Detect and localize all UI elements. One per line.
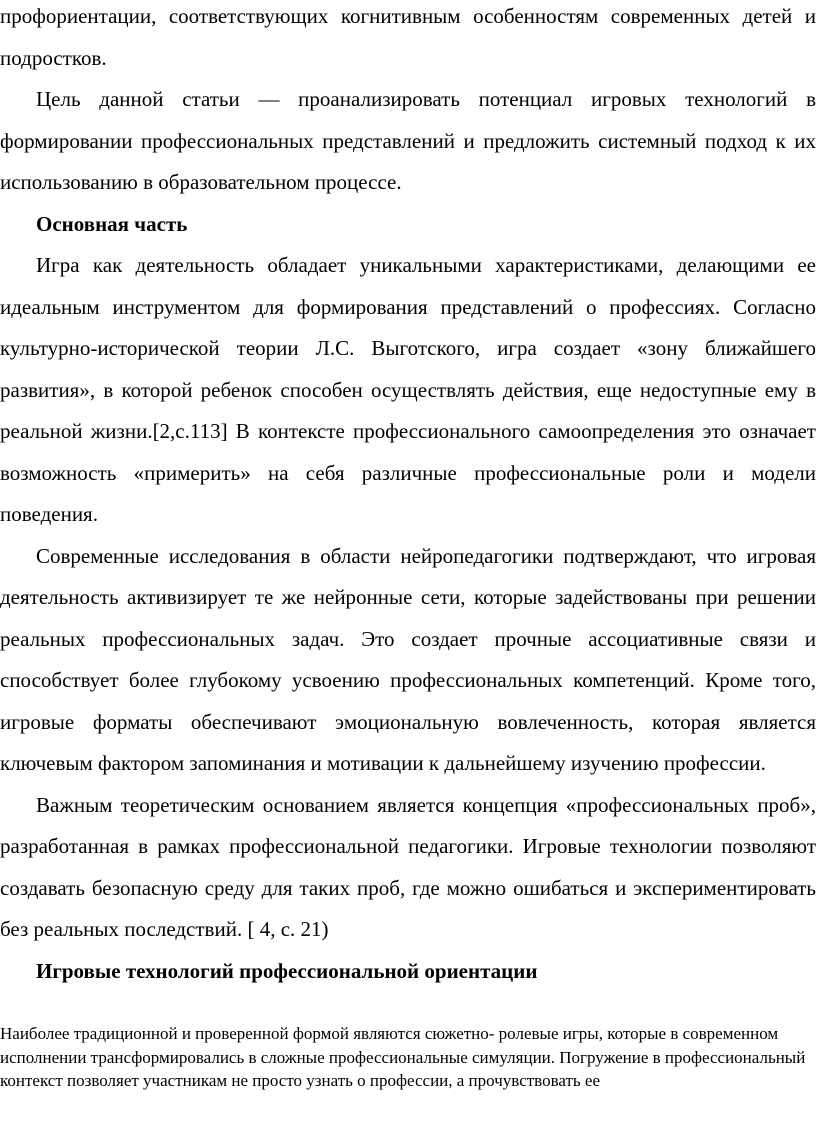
paragraph-professional-trials: Важным теоретическим основанием является концепция «профессиональных проб», разработанная в рамках профессиональной педагогики. Игровые технологии позволяют создавать безопасную среду для таких проб, где можно ошибаться и экспериментировать без реальных последствий. [ 4, с. 21) bbox=[0, 792, 816, 941]
section-heading-game-technologies: Игровые технологий профессиональной ориентации bbox=[36, 958, 538, 983]
section-heading-main: Основная часть bbox=[36, 211, 188, 236]
paragraph-game-activity: Игра как деятельность обладает уникальными характеристиками, делающими ее идеальным инструментом для формирования представлений о профессиях. Согласно культурно-исторической теории Л.С. Выготского, игра создает «зону ближайшего развития», в которой ребенок способен осуществлять действия, еще недоступные ему в реальной жизни.[2,с.113] В контексте профессионального самоопределения это означает возможность «примерить» на себя различные профессиональные роли и модели поведения. bbox=[0, 253, 816, 526]
paragraph-neuropedagogy: Современные исследования в области нейропедагогики подтверждают, что игровая деятельность активизирует те же нейронные сети, которые задействованы при решении реальных профессиональных задач. Это создает прочные ассоциативные связи и способствует более глубокому усвоению профессиональных компетенций. Кроме того, игровые форматы обеспечивают эмоциональную вовлеченность, которая является ключевым фактором запоминания и мотивации к дальнейшему изучению профессии. bbox=[0, 543, 816, 775]
paragraph-continuation: профориентации, соответствующих когнитивным особенностям современных детей и подростков. bbox=[0, 4, 816, 70]
paragraph-goal: Цель данной статьи — проанализировать потенциал игровых технологий в формировании профессиональных представлений и предложить системный подход к их использованию в образовательном процессе. bbox=[0, 87, 816, 194]
paragraph-role-games: Наиболее традиционной и проверенной формой являются сюжетно- ролевые игры, которые в современном исполнении трансформировались в сложные профессиональные симуляции. Погружение в профессиональный контекст позволяет участникам не просто узнать о профессии, а прочувствовать ее bbox=[0, 1024, 806, 1090]
